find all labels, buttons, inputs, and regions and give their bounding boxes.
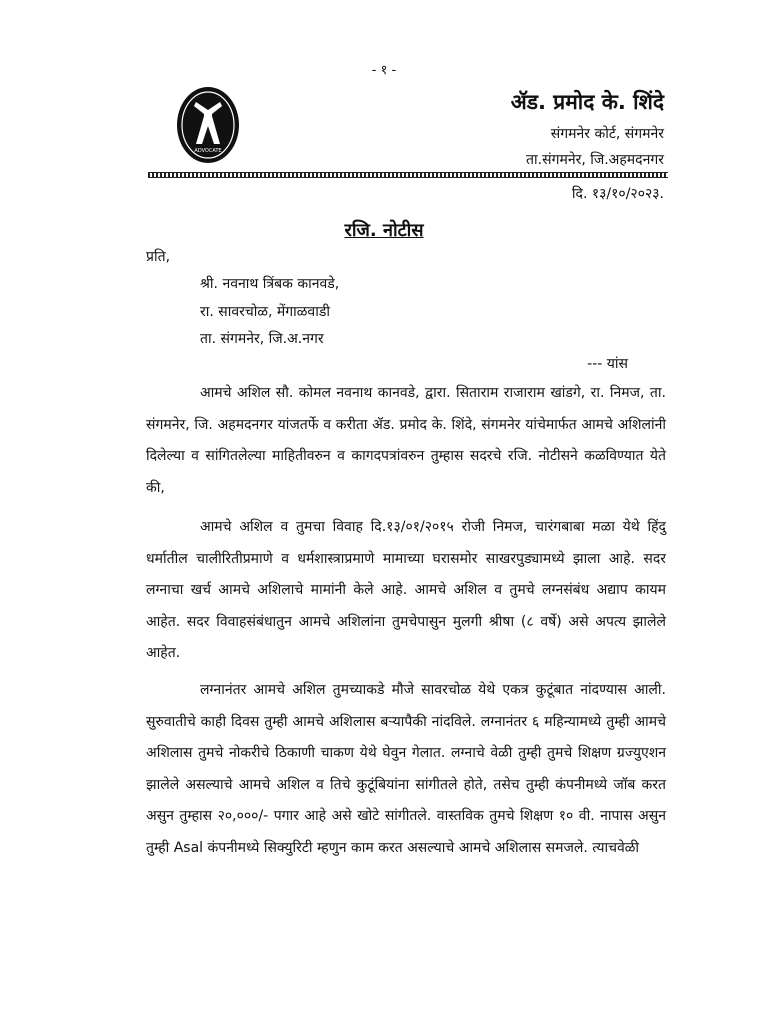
court-name: संगमनेर कोर्ट, संगमनेर [550, 126, 664, 142]
recipient-name: श्री. नवनाथ त्रिंबक कानवडे, [200, 276, 340, 292]
logo-text: ADVOCATE [194, 148, 222, 154]
paragraph-after-marriage: लग्नानंतर आमचे अशिल तुमच्याकडे मौजे सावरचोळ येथे एकत्र कुटूंबात नांदण्यास आली. सुरुवातीचे काही दिवस तुम्ही आमचे अशिलास बऱ्यापैकी नांदविले. लग्नानंतर ६ महिन्यामध्ये तुम्ही आमचे अशिलास तुमचे नोकरीचे ठिकाणी चाकण येथे घेवुन गेलात. लग्नाचे वेळी तुम्ही तुमचे शिक्षण ग्रज्युएशन झालेले असल्याचे आमचे अशिल व तिचे कुटूंबियांना सांगीतले होते, तसेच तुम्ही कंपनीमध्ये जॉब करत असुन तुम्हास २०,०००/- पगार आहे असे खोटे सांगीतले. वास्तविक तुमचे शिक्षण १० वी. नापास असुन तुम्ही Asal कंपनीमध्ये सिक्युरिटी म्हणुन काम करत असल्याचे आमचे अशिलास समजले. त्याचवेळी [146, 682, 666, 856]
advocate-address: ता.संगमनेर, जि.अहमदनगर [526, 152, 664, 168]
advocate-name: ॲड. प्रमोद के. शिंदे [510, 90, 664, 114]
recipient-suffix: --- यांस [587, 356, 628, 372]
recipient-taluka: ता. संगमनेर, जि.अ.नगर [200, 331, 324, 347]
paragraph-intro: आमचे अशिल सौ. कोमल नवनाथ कानवडे, द्वारा. सिताराम राजाराम खांडगे, रा. निमज, ता. संगमनेर, जि. अहमदनगर यांजतर्फे व करीता ॲड. प्रमोद के. शिंदे, संगमनेर यांचेमार्फत आमचे अशिलांनी दिलेल्या व सांगितलेल्या माहितीवरुन व कागदपत्रांवरुन तुम्हास सदरचे रजि. नोटीसने कळविण्यात येते की, [146, 385, 666, 496]
advocate-logo-icon [176, 86, 240, 164]
recipient-salutation: प्रति, [146, 249, 171, 265]
page-number: - १ - [371, 63, 397, 78]
paragraph-marriage: आमचे अशिल व तुमचा विवाह दि.१३/०१/२०१५ रोजी निमज, चारंगबाबा मळा येथे हिंदु धर्मातील चालीरितीप्रमाणे व धर्मशास्त्राप्रमाणे मामाच्या घरासमोर साखरपुड्यामध्ये झाला आहे. सदर लग्नाचा खर्च आमचे अशिलाचे मामांनी केले आहे. आमचे अशिल व तुमचे लग्नसंबंध अद्याप कायम आहेत. सदर विवाहसंबंधातुन आमचे अशिलांना तुमचेपासुन मुलगी श्रीषा (८ वर्षे) असे अपत्य झालेले आहेत. [146, 519, 666, 661]
header-border [148, 172, 668, 178]
recipient-village: रा. सावरचोळ, मेंगाळवाडी [200, 304, 330, 320]
notice-date: दि. १३/१०/२०२३. [571, 186, 664, 202]
notice-title [0, 218, 768, 242]
notice-title-text: रजि. नोटीस [344, 220, 424, 241]
